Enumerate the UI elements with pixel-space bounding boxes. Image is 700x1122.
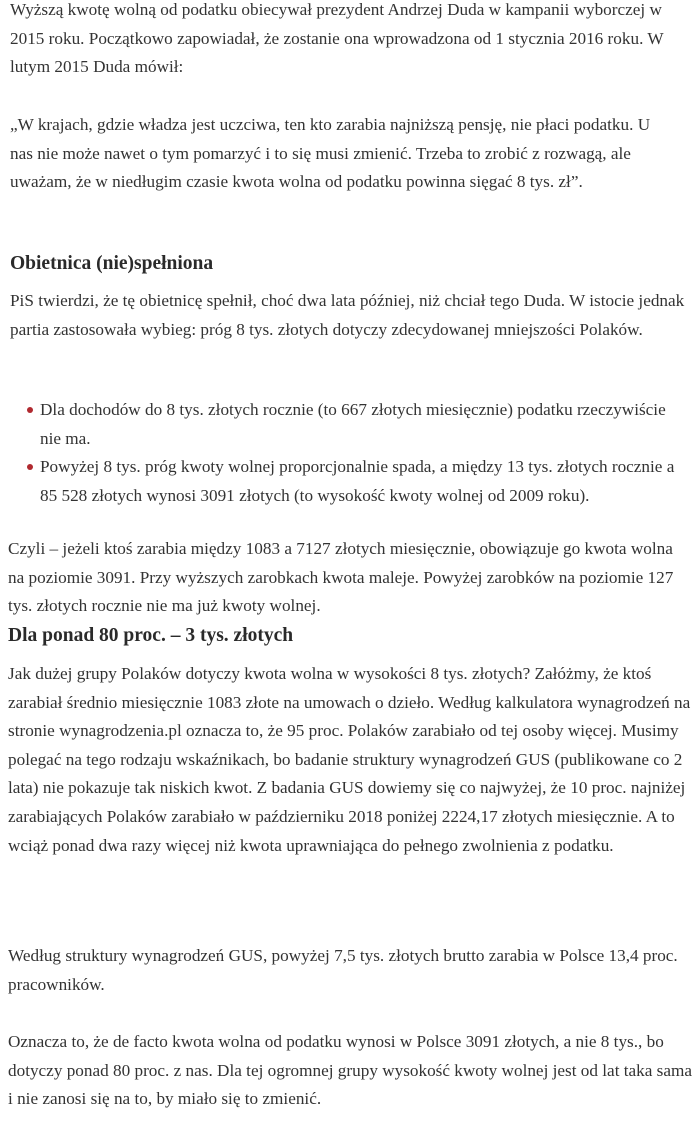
- list-item-text: Powyżej 8 tys. próg kwoty wolnej proporcjonalnie spada, a między 13 tys. złotych rocznie a 85 528 złotych wynosi 3091 złotych (to wysokość kwoty wolnej od 2009 roku).: [40, 457, 675, 505]
- section-heading-80-percent: Dla ponad 80 proc. – 3 tys. złotych: [8, 625, 294, 646]
- duda-quote: „W krajach, gdzie władza jest uczciwa, ten kto zarabia najniższą pensję, nie płaci podatku. U nas nie może nawet o tym pomarzyć i to się musi zmienić. Trzeba to zrobić z rozwagą, ale uważam, że w niedługim czasie kwota wolna od podatku powinna sięgać 8 tys. zł”.: [10, 115, 651, 192]
- list-item: [10, 453, 690, 510]
- bullet-icon: [27, 407, 33, 413]
- list-item: [10, 396, 690, 453]
- threshold-paragraph: Czyli – jeżeli ktoś zarabia między 1083 a 7127 złotych miesięcznie, obowiązuje go kwota wolna na poziomie 3091. Przy wyższych zarobkach kwota maleje. Powyżej zarobków na poziomie 127 tys. złotych rocznie nie ma już kwoty wolnej.: [8, 539, 674, 616]
- intro-paragraph: Wyższą kwotę wolną od podatku obiecywał prezydent Andrzej Duda w kampanii wyborczej w 2015 roku. Początkowo zapowiadał, że zostanie ona wprowadzona od 1 stycznia 2016 roku. W lutym 2015 Duda mówił:: [10, 0, 664, 77]
- bullet-icon: [27, 464, 33, 470]
- promise-paragraph: PiS twierdzi, że tę obietnicę spełnił, choć dwa lata później, niż chciał tego Duda. W istocie jednak partia zastosowała wybieg: próg 8 tys. złotych dotyczy zdecydowanej mniejszości Polaków.: [10, 291, 685, 339]
- section-heading-promise: Obietnica (nie)spełniona: [10, 253, 214, 274]
- tax-rules-list: [10, 396, 690, 510]
- gus-statistics-paragraph: Według struktury wynagrodzeń GUS, powyżej 7,5 tys. złotych brutto zarabia w Polsce 13,4 proc. pracowników.: [8, 946, 678, 994]
- analysis-paragraph: Jak dużej grupy Polaków dotyczy kwota wolna w wysokości 8 tys. złotych? Załóżmy, że ktoś zarabiał średnio miesięcznie 1083 złote na umowach o dzieło. Według kalkulatora wynagrodzeń na stronie wynagrodzenia.pl oznacza to, że 95 proc. Polaków zarabiało od tej osoby więcej. Musimy polegać na tego rodzaju wskaźnikach, bo badanie struktury wynagrodzeń GUS (publikowane co 2 lata) nie pokazuje tak niskich kwot. Z badania GUS dowiemy się co najwyżej, że 10 proc. najniżej zarabiających Polaków zarabiało w październiku 2018 poniżej 2224,17 złotych miesięcznie. A to wciąż ponad dwa razy więcej niż kwota uprawniająca do pełnego zwolnienia z podatku.: [8, 664, 691, 855]
- conclusion-paragraph: Oznacza to, że de facto kwota wolna od podatku wynosi w Polsce 3091 złotych, a nie 8 tys., bo dotyczy ponad 80 proc. z nas. Dla tej ogromnej grupy wysokość kwoty wolnej jest od lat taka sama i nie zanosi się na to, by miało się to zmienić.: [8, 1032, 693, 1109]
- list-item-text: Dla dochodów do 8 tys. złotych rocznie (to 667 złotych miesięcznie) podatku rzeczywiście nie ma.: [40, 400, 666, 448]
